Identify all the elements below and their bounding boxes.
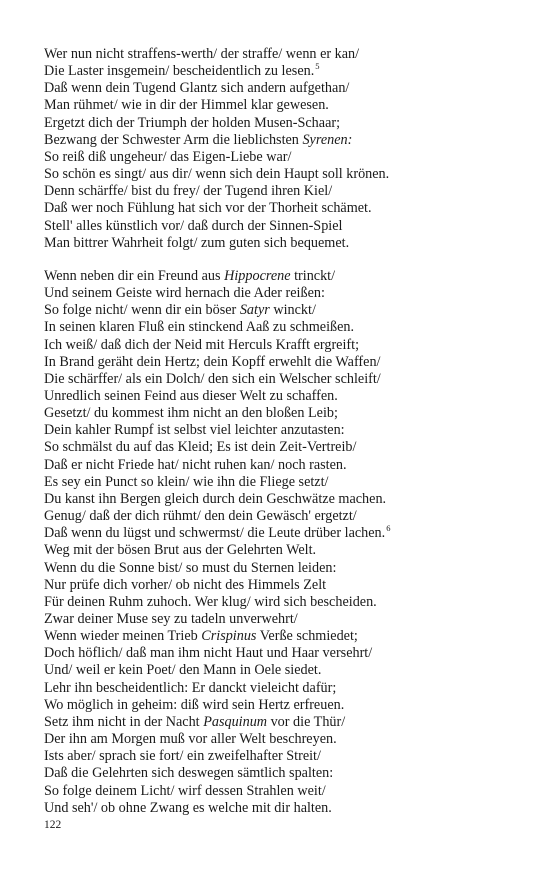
italic-text: Hippocrene xyxy=(224,267,291,284)
verse-line xyxy=(44,714,514,731)
verse-text: Genug/ daß der dich rühmt/ den dein Gewäsch' ergetzt/ xyxy=(44,508,357,525)
verse-line xyxy=(44,731,514,748)
verse-text: Der ihn am Morgen muß vor aller Welt beschreyen. xyxy=(44,731,337,748)
verse-text: Für deinen Ruhm zuhoch. Wer klug/ wird sich bescheiden. xyxy=(44,593,377,610)
verse-text: Denn schärffe/ bist du frey/ der Tugend ihren Kiel/ xyxy=(44,183,333,200)
verse-line xyxy=(44,218,514,235)
verse-text: So folge nicht/ wenn dir ein böser xyxy=(44,302,240,319)
verse-text: So schmälst du auf das Kleid; Es ist dein Zeit-Vertreib/ xyxy=(44,439,357,456)
verse-text: In Brand geräht dein Hertz; dein Kopff erwehlt die Waffen/ xyxy=(44,353,381,370)
verse-text: Ists aber/ sprach sie fort/ ein zweifelhafter Streit/ xyxy=(44,748,321,765)
verse-line xyxy=(44,439,514,456)
verse-text: Wenn neben dir ein Freund aus xyxy=(44,267,225,284)
verse-line xyxy=(44,132,514,149)
verse-text: Es sey ein Punct so klein/ wie ihn die Fliege setzt/ xyxy=(44,473,329,490)
verse-line xyxy=(44,268,514,285)
poem-page xyxy=(44,46,514,817)
verse-text: Wo möglich in geheim: diß wird sein Hertz erfreuen. xyxy=(44,696,345,713)
verse-text: Nur prüfe dich vorher/ ob nicht des Himmels Zelt xyxy=(44,576,327,593)
verse-line xyxy=(44,149,514,166)
verse-line xyxy=(44,319,514,336)
footnote-marker: 5 xyxy=(315,61,320,72)
verse-line xyxy=(44,354,514,371)
verse-text: Weg mit der bösen Brut aus der Gelehrten Welt. xyxy=(44,542,317,559)
italic-text: Syrenen: xyxy=(302,131,353,148)
italic-text: Pasquinum xyxy=(203,713,268,730)
verse-text: Man bittrer Wahrheit folgt/ zum guten sich bequemet. xyxy=(44,234,350,251)
verse-text: Man rühmet/ wie in dir der Himmel klar gewesen. xyxy=(44,97,329,114)
verse-text: Und seh'/ ob ohne Zwang es welche mit dir halten. xyxy=(44,799,332,816)
verse-line xyxy=(44,388,514,405)
verse-line xyxy=(44,560,514,577)
stanza xyxy=(44,46,514,252)
verse-text: Wenn wieder meinen Trieb xyxy=(44,628,202,645)
verse-line xyxy=(44,422,514,439)
verse-line xyxy=(44,697,514,714)
verse-line xyxy=(44,166,514,183)
verse-text: Gesetzt/ du kommest ihm nicht an den bloßen Leib; xyxy=(44,405,338,422)
verse-line xyxy=(44,611,514,628)
verse-text: Zwar deiner Muse sey zu tadeln unverwehrt/ xyxy=(44,611,298,627)
verse-text: winckt/ xyxy=(269,302,316,319)
verse-text: Lehr ihn bescheidentlich: Er danckt vieleicht dafür; xyxy=(44,679,337,696)
verse-line xyxy=(44,46,514,63)
verse-text: In seinen klaren Fluß ein stinckend Aaß zu schmeißen. xyxy=(44,319,355,336)
verse-text: So folge deinem Licht/ wirf dessen Strahlen weit/ xyxy=(44,782,326,799)
verse-text: Ich weiß/ daß dich der Neid mit Herculs Krafft ergreift; xyxy=(44,336,360,353)
verse-text: Unredlich seinen Feind aus dieser Welt zu schaffen. xyxy=(44,387,338,404)
footnote-marker: 6 xyxy=(386,523,391,534)
verse-line xyxy=(44,200,514,217)
verse-line xyxy=(44,405,514,422)
verse-line xyxy=(44,525,514,542)
verse-line xyxy=(44,628,514,645)
verse-line xyxy=(44,783,514,800)
verse-line xyxy=(44,645,514,662)
verse-text: So schön es singt/ aus dir/ wenn sich dein Haupt soll krönen. xyxy=(44,166,390,183)
verse-line xyxy=(44,80,514,97)
verse-line xyxy=(44,371,514,388)
stanza xyxy=(44,268,514,817)
verse-text: Und seinem Geiste wird hernach die Ader reißen: xyxy=(44,285,325,302)
verse-line xyxy=(44,662,514,679)
verse-line xyxy=(44,183,514,200)
verse-line xyxy=(44,765,514,782)
verse-text: Daß wenn dein Tugend Glantz sich andern aufgethan/ xyxy=(44,80,350,97)
verse-text: Daß er nicht Friede hat/ nicht ruhen kan/ noch rasten. xyxy=(44,456,347,473)
verse-text: Wenn du die Sonne bist/ so must du Sternen leiden: xyxy=(44,559,337,576)
verse-line xyxy=(44,63,514,80)
verse-text: Die schärffer/ als ein Dolch/ den sich ein Welscher schleift/ xyxy=(44,370,381,387)
verse-line xyxy=(44,577,514,594)
verse-line xyxy=(44,235,514,252)
verse-text: trinckt/ xyxy=(290,267,336,284)
verse-text: Ergetzt dich der Triumph der holden Musen-Schaar; xyxy=(44,114,341,131)
verse-line xyxy=(44,457,514,474)
verse-text: vor die Thür/ xyxy=(267,713,346,730)
verse-text: So reiß diß ungeheur/ das Eigen-Liebe war/ xyxy=(44,148,292,165)
verse-line xyxy=(44,285,514,302)
verse-text: Stell' alles künstlich vor/ daß durch der Sinnen-Spiel xyxy=(44,217,343,234)
verse-line xyxy=(44,337,514,354)
verse-text: Und/ weil er kein Poet/ den Mann in Oele siedet. xyxy=(44,662,322,679)
page-number: 122 xyxy=(44,819,62,831)
verse-text: Verße schmiedet; xyxy=(256,628,358,645)
poem-body xyxy=(44,46,514,817)
verse-text: Daß wenn du lügst und schwermst/ die Leute drüber lachen. xyxy=(44,525,386,542)
verse-text: Die Laster insgemein/ bescheidentlich zu lesen. xyxy=(44,63,315,80)
verse-text: Daß die Gelehrten sich deswegen sämtlich spalten: xyxy=(44,765,334,782)
italic-text: Satyr xyxy=(239,302,270,319)
verse-line xyxy=(44,508,514,525)
verse-line xyxy=(44,474,514,491)
verse-line xyxy=(44,594,514,611)
verse-line xyxy=(44,115,514,132)
verse-text: Wer nun nicht straffens-werth/ der straffe/ wenn er kan/ xyxy=(44,46,360,62)
italic-text: Crispinus xyxy=(201,628,257,645)
verse-text: Daß wer noch Fühlung hat sich vor der Thorheit schämet. xyxy=(44,200,372,217)
verse-line xyxy=(44,97,514,114)
verse-text: Bezwang der Schwester Arm die lieblichsten xyxy=(44,131,303,148)
verse-text: Doch höflich/ daß man ihm nicht Haut und Haar versehrt/ xyxy=(44,645,373,662)
verse-line xyxy=(44,542,514,559)
verse-line xyxy=(44,491,514,508)
verse-line xyxy=(44,748,514,765)
verse-text: Du kanst ihn Bergen gleich durch dein Geschwätze machen. xyxy=(44,490,387,507)
verse-line xyxy=(44,800,514,817)
verse-text: Dein kahler Rumpf ist selbst viel leichter anzutasten: xyxy=(44,422,345,439)
verse-line xyxy=(44,680,514,697)
verse-line xyxy=(44,302,514,319)
verse-text: Setz ihm nicht in der Nacht xyxy=(44,713,204,730)
